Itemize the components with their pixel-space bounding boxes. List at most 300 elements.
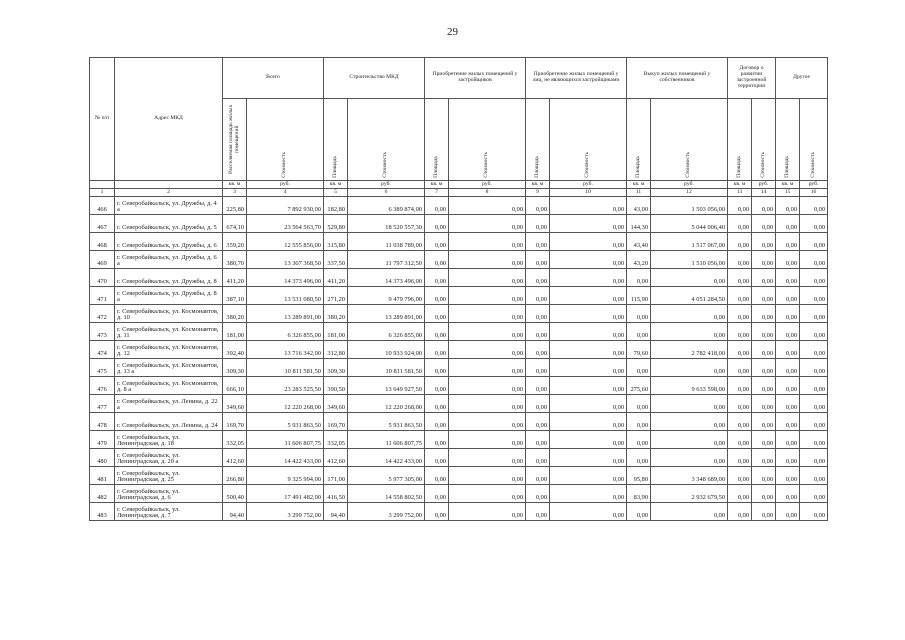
value-cell: 0,00 (449, 503, 526, 521)
address-cell: г. Северобайкальск, ул. Дружбы, д. 6 а (115, 251, 223, 269)
value-cell: 144,30 (627, 215, 651, 233)
value-cell: 0,00 (800, 377, 828, 395)
value-cell: 0,00 (752, 377, 776, 395)
subcolumn-header (627, 99, 651, 181)
value-cell: 0,00 (425, 215, 449, 233)
value-cell: 0,00 (550, 413, 627, 431)
value-cell: 6 326 855,00 (348, 323, 425, 341)
value-cell: 412,60 (223, 449, 247, 467)
address-cell: г. Северобайкальск, ул. Космонавтов, д. 10 (115, 305, 223, 323)
value-cell: 0,00 (651, 503, 728, 521)
value-cell: 0,00 (550, 269, 627, 287)
subcolumn-header (247, 99, 324, 181)
value-cell: 266,80 (223, 467, 247, 485)
value-cell: 0,00 (550, 215, 627, 233)
value-cell: 0,00 (425, 377, 449, 395)
value-cell: 0,00 (449, 485, 526, 503)
value-cell: 0,00 (776, 341, 800, 359)
value-cell: 337,50 (324, 251, 348, 269)
unit-cell: руб. (449, 181, 526, 189)
value-cell: 309,30 (324, 359, 348, 377)
unit-cell: кв. м (526, 181, 550, 189)
value-cell: 0,00 (550, 287, 627, 305)
value-cell: 0,00 (800, 413, 828, 431)
unit-cell: руб. (651, 181, 728, 189)
value-cell: 0,00 (728, 251, 752, 269)
subcolumn-header (651, 99, 728, 181)
value-cell: 95,80 (627, 467, 651, 485)
value-cell: 0,00 (728, 377, 752, 395)
row-number-cell: 477 (90, 395, 115, 413)
value-cell: 0,00 (776, 269, 800, 287)
value-cell: 6 389 874,00 (348, 197, 425, 215)
value-cell: 312,80 (324, 341, 348, 359)
table-row (90, 503, 828, 521)
unit-cell: кв. м (627, 181, 651, 189)
value-cell: 5 931 863,50 (247, 413, 324, 431)
value-cell: 0,00 (526, 395, 550, 413)
value-cell: 0,00 (728, 413, 752, 431)
value-cell: 0,00 (425, 305, 449, 323)
table-row (90, 359, 828, 377)
value-cell: 0,00 (526, 485, 550, 503)
column-index-cell: 5 (324, 189, 348, 197)
subcolumn-label: Площадь (331, 155, 338, 178)
value-cell: 0,00 (800, 485, 828, 503)
value-cell: 9 479 796,00 (348, 287, 425, 305)
value-cell: 115,90 (627, 287, 651, 305)
value-cell: 0,00 (728, 431, 752, 449)
value-cell: 0,00 (526, 341, 550, 359)
value-cell: 0,00 (728, 197, 752, 215)
column-index-cell: 2 (115, 189, 223, 197)
value-cell: 0,00 (752, 431, 776, 449)
table-row (90, 485, 828, 503)
value-cell: 500,40 (223, 485, 247, 503)
unit-cell: кв. м (728, 181, 752, 189)
value-cell: 0,00 (651, 449, 728, 467)
value-cell: 0,00 (800, 449, 828, 467)
value-cell: 271,20 (324, 287, 348, 305)
value-cell: 0,00 (449, 359, 526, 377)
table-row (90, 377, 828, 395)
value-cell: 0,00 (800, 287, 828, 305)
value-cell: 0,00 (550, 359, 627, 377)
value-cell: 0,00 (752, 485, 776, 503)
value-cell: 14 373 496,00 (247, 269, 324, 287)
value-cell: 411,20 (223, 269, 247, 287)
value-cell: 0,00 (425, 431, 449, 449)
subcolumn-label: Стоимость (483, 151, 490, 178)
value-cell: 0,00 (550, 251, 627, 269)
row-number-cell: 478 (90, 413, 115, 431)
value-cell: 0,00 (776, 233, 800, 251)
subcolumn-label: Стоимость (281, 151, 288, 178)
value-cell: 12 220 268,00 (348, 395, 425, 413)
value-cell: 0,00 (627, 305, 651, 323)
subcolumn-label: Стоимость (382, 151, 389, 178)
subcolumn-label: Площадь (783, 155, 790, 178)
subcolumn-label: Расселяемая площадь жилых помещений (227, 104, 240, 174)
units-row (90, 181, 828, 189)
value-cell: 10 811 581,50 (348, 359, 425, 377)
value-cell: 0,00 (728, 485, 752, 503)
value-cell: 0,00 (728, 503, 752, 521)
column-index-cell: 4 (247, 189, 324, 197)
value-cell: 0,00 (728, 233, 752, 251)
value-cell: 332,05 (223, 431, 247, 449)
value-cell: 0,00 (449, 413, 526, 431)
value-cell: 529,80 (324, 215, 348, 233)
value-cell: 0,00 (627, 359, 651, 377)
value-cell: 0,00 (526, 251, 550, 269)
value-cell: 13 716 342,00 (247, 341, 324, 359)
value-cell: 7 892 930,00 (247, 197, 324, 215)
value-cell: 0,00 (425, 503, 449, 521)
units-cell-empty (115, 181, 223, 189)
value-cell: 0,00 (752, 197, 776, 215)
value-cell: 349,60 (324, 395, 348, 413)
column-index-cell: 1 (90, 189, 115, 197)
value-cell: 0,00 (550, 323, 627, 341)
value-cell: 11 606 807,75 (348, 431, 425, 449)
value-cell: 0,00 (752, 215, 776, 233)
value-cell: 0,00 (752, 251, 776, 269)
value-cell: 0,00 (651, 431, 728, 449)
value-cell: 1 503 056,00 (651, 197, 728, 215)
value-cell: 392,40 (223, 341, 247, 359)
value-cell: 0,00 (752, 287, 776, 305)
page-number: 29 (447, 26, 458, 38)
table-row (90, 467, 828, 485)
row-number-cell: 483 (90, 503, 115, 521)
value-cell: 79,60 (627, 341, 651, 359)
value-cell: 11 038 789,00 (348, 233, 425, 251)
value-cell: 275,60 (627, 377, 651, 395)
value-cell: 0,00 (776, 215, 800, 233)
value-cell: 0,00 (800, 395, 828, 413)
value-cell: 0,00 (550, 341, 627, 359)
value-cell: 13 289 891,00 (247, 305, 324, 323)
address-header: Адрес МКД (115, 58, 223, 181)
value-cell: 0,00 (449, 197, 526, 215)
value-cell: 14 373 496,00 (348, 269, 425, 287)
resettlement-table (89, 57, 828, 521)
value-cell: 0,00 (752, 503, 776, 521)
address-cell: г. Северобайкальск, ул. Космонавтов, д. 8 а (115, 377, 223, 395)
table-row (90, 305, 828, 323)
value-cell: 412,60 (324, 449, 348, 467)
column-index-cell: 13 (728, 189, 752, 197)
value-cell: 0,00 (776, 449, 800, 467)
value-cell: 0,00 (627, 323, 651, 341)
value-cell: 17 491 482,00 (247, 485, 324, 503)
value-cell: 0,00 (526, 503, 550, 521)
value-cell: 0,00 (627, 269, 651, 287)
table-row (90, 323, 828, 341)
row-number-cell: 482 (90, 485, 115, 503)
value-cell: 0,00 (776, 377, 800, 395)
column-index-cell: 15 (776, 189, 800, 197)
value-cell: 0,00 (651, 359, 728, 377)
value-cell: 0,00 (776, 197, 800, 215)
group-header-other-purchase: Приобретение жилых помещений у лиц, не являющихся застройщиками (526, 58, 627, 99)
row-number-header: № п/п (90, 58, 115, 181)
value-cell: 0,00 (550, 449, 627, 467)
table-row (90, 413, 828, 431)
row-number-cell: 472 (90, 305, 115, 323)
value-cell: 0,00 (752, 413, 776, 431)
value-cell: 332,05 (324, 431, 348, 449)
value-cell: 0,00 (728, 449, 752, 467)
table-row (90, 341, 828, 359)
group-header-other: Другое (776, 58, 828, 99)
subcolumn-header (449, 99, 526, 181)
value-cell: 0,00 (425, 269, 449, 287)
address-cell: г. Северобайкальск, ул. Ленинградская, д. 7 (115, 503, 223, 521)
address-cell: г. Северобайкальск, ул. Космонавтов, д. 12 (115, 341, 223, 359)
value-cell: 0,00 (752, 305, 776, 323)
value-cell: 0,00 (425, 233, 449, 251)
address-cell: г. Северобайкальск, ул. Космонавтов, д. 11 (115, 323, 223, 341)
column-index-cell: 9 (526, 189, 550, 197)
value-cell: 0,00 (800, 341, 828, 359)
value-cell: 43,00 (627, 197, 651, 215)
units-cell-empty (90, 181, 115, 189)
row-number-cell: 467 (90, 215, 115, 233)
value-cell: 411,20 (324, 269, 348, 287)
value-cell: 0,00 (752, 269, 776, 287)
group-header-construction: Строительство МКД (324, 58, 425, 99)
value-cell: 0,00 (425, 197, 449, 215)
value-cell: 390,50 (324, 377, 348, 395)
value-cell: 0,00 (526, 467, 550, 485)
value-cell: 0,00 (752, 359, 776, 377)
subcolumn-header (550, 99, 627, 181)
value-cell: 182,80 (324, 197, 348, 215)
value-cell: 9 325 994,00 (247, 467, 324, 485)
subcolumn-header (776, 99, 800, 181)
column-index-cell: 7 (425, 189, 449, 197)
value-cell: 0,00 (752, 449, 776, 467)
table-row (90, 431, 828, 449)
subcolumn-label: Стоимость (809, 151, 816, 178)
column-index-cell: 10 (550, 189, 627, 197)
value-cell: 0,00 (550, 377, 627, 395)
value-cell: 94,40 (223, 503, 247, 521)
value-cell: 0,00 (526, 413, 550, 431)
value-cell: 315,80 (324, 233, 348, 251)
address-cell: г. Северобайкальск, ул. Дружбы, д. 5 (115, 215, 223, 233)
value-cell: 0,00 (425, 467, 449, 485)
group-header-buyout: Выкуп жилых помещений у собственников (627, 58, 728, 99)
subcolumn-label: Стоимость (584, 151, 591, 178)
value-cell: 0,00 (425, 323, 449, 341)
unit-cell: кв. м (425, 181, 449, 189)
group-header-developer-purchase: Приобретение жилых помещений у застройщиков (425, 58, 526, 99)
value-cell: 0,00 (752, 467, 776, 485)
value-cell: 0,00 (776, 413, 800, 431)
group-header-development-contract: Договор о развитии застроенной территории (728, 58, 776, 99)
table-row (90, 251, 828, 269)
value-cell: 0,00 (728, 305, 752, 323)
subcolumn-header (223, 99, 247, 181)
value-cell: 3 348 689,00 (651, 467, 728, 485)
value-cell: 380,20 (223, 305, 247, 323)
value-cell: 0,00 (550, 197, 627, 215)
value-cell: 349,60 (223, 395, 247, 413)
value-cell: 13 531 080,50 (247, 287, 324, 305)
address-cell: г. Северобайкальск, ул. Дружбы, д. 8 а (115, 287, 223, 305)
column-index-cell: 6 (348, 189, 425, 197)
address-cell: г. Северобайкальск, ул. Космонавтов, д. 13 а (115, 359, 223, 377)
value-cell: 0,00 (800, 305, 828, 323)
value-cell: 0,00 (627, 395, 651, 413)
value-cell: 0,00 (627, 431, 651, 449)
value-cell: 0,00 (728, 395, 752, 413)
value-cell: 0,00 (550, 305, 627, 323)
value-cell: 169,70 (324, 413, 348, 431)
value-cell: 0,00 (776, 467, 800, 485)
value-cell: 23 564 563,70 (247, 215, 324, 233)
unit-cell: кв. м (324, 181, 348, 189)
value-cell: 4 051 284,50 (651, 287, 728, 305)
value-cell: 0,00 (800, 233, 828, 251)
address-cell: г. Северобайкальск, ул. Ленинградская, д. 20 а (115, 449, 223, 467)
value-cell: 0,00 (425, 395, 449, 413)
value-cell: 169,70 (223, 413, 247, 431)
value-cell: 0,00 (425, 251, 449, 269)
value-cell: 5 044 006,40 (651, 215, 728, 233)
value-cell: 0,00 (776, 359, 800, 377)
value-cell: 0,00 (800, 269, 828, 287)
value-cell: 0,00 (526, 269, 550, 287)
row-number-cell: 474 (90, 341, 115, 359)
value-cell: 94,40 (324, 503, 348, 521)
value-cell: 0,00 (752, 233, 776, 251)
address-cell: г. Северобайкальск, ул. Ленина, д. 24 (115, 413, 223, 431)
value-cell: 0,00 (728, 323, 752, 341)
subcolumn-label: Площадь (735, 155, 742, 178)
table-row (90, 287, 828, 305)
value-cell: 0,00 (800, 503, 828, 521)
value-cell: 0,00 (449, 215, 526, 233)
value-cell: 0,00 (776, 287, 800, 305)
unit-cell: кв. м (776, 181, 800, 189)
row-number-cell: 480 (90, 449, 115, 467)
column-index-cell: 8 (449, 189, 526, 197)
subcolumn-header (425, 99, 449, 181)
value-cell: 0,00 (550, 485, 627, 503)
value-cell: 0,00 (752, 323, 776, 341)
column-index-cell: 3 (223, 189, 247, 197)
subcolumn-label: Площадь (533, 155, 540, 178)
address-cell: г. Северобайкальск, ул. Ленинградская, д. 18 (115, 431, 223, 449)
unit-cell: кв. м (223, 181, 247, 189)
value-cell: 0,00 (449, 269, 526, 287)
row-number-cell: 476 (90, 377, 115, 395)
value-cell: 171,00 (324, 467, 348, 485)
value-cell: 10 933 924,00 (348, 341, 425, 359)
value-cell: 0,00 (800, 197, 828, 215)
value-cell: 3 299 752,00 (247, 503, 324, 521)
value-cell: 0,00 (449, 395, 526, 413)
address-cell: г. Северобайкальск, ул. Дружбы, д. 8 (115, 269, 223, 287)
value-cell: 0,00 (776, 485, 800, 503)
subcolumn-header (526, 99, 550, 181)
value-cell: 0,00 (752, 341, 776, 359)
value-cell: 416,50 (324, 485, 348, 503)
table-row (90, 395, 828, 413)
value-cell: 181,00 (324, 323, 348, 341)
value-cell: 0,00 (776, 395, 800, 413)
value-cell: 0,00 (776, 305, 800, 323)
row-number-cell: 473 (90, 323, 115, 341)
column-index-cell: 14 (752, 189, 776, 197)
value-cell: 0,00 (550, 503, 627, 521)
value-cell: 14 422 433,00 (247, 449, 324, 467)
value-cell: 0,00 (425, 413, 449, 431)
row-number-cell: 469 (90, 251, 115, 269)
value-cell: 43,40 (627, 233, 651, 251)
value-cell: 0,00 (449, 305, 526, 323)
value-cell: 674,10 (223, 215, 247, 233)
address-cell: г. Северобайкальск, ул. Ленинградская, д. 25 (115, 467, 223, 485)
value-cell: 0,00 (425, 485, 449, 503)
value-cell: 0,00 (728, 287, 752, 305)
value-cell: 387,10 (223, 287, 247, 305)
value-cell: 0,00 (651, 305, 728, 323)
subcolumn-label: Площадь (432, 155, 439, 178)
value-cell: 0,00 (526, 305, 550, 323)
value-cell: 0,00 (651, 323, 728, 341)
value-cell: 0,00 (800, 359, 828, 377)
value-cell: 0,00 (776, 431, 800, 449)
value-cell: 5 931 863,50 (348, 413, 425, 431)
value-cell: 0,00 (449, 287, 526, 305)
value-cell: 5 977 305,00 (348, 467, 425, 485)
unit-cell: руб. (752, 181, 776, 189)
value-cell: 13 289 891,00 (348, 305, 425, 323)
value-cell: 225,80 (223, 197, 247, 215)
value-cell: 0,00 (449, 449, 526, 467)
row-number-cell: 466 (90, 197, 115, 215)
value-cell: 23 283 525,50 (247, 377, 324, 395)
value-cell: 0,00 (449, 431, 526, 449)
subcolumn-label: Площадь (634, 155, 641, 178)
value-cell: 11 797 312,50 (348, 251, 425, 269)
value-cell: 9 633 598,00 (651, 377, 728, 395)
value-cell: 13 307 368,50 (247, 251, 324, 269)
value-cell: 0,00 (800, 251, 828, 269)
unit-cell: руб. (550, 181, 627, 189)
value-cell: 380,20 (324, 305, 348, 323)
value-cell: 1 517 067,00 (651, 233, 728, 251)
column-index-cell: 12 (651, 189, 728, 197)
subcolumn-header (752, 99, 776, 181)
value-cell: 0,00 (776, 323, 800, 341)
value-cell: 0,00 (449, 251, 526, 269)
value-cell: 10 811 581,50 (247, 359, 324, 377)
value-cell: 0,00 (425, 449, 449, 467)
value-cell: 0,00 (550, 467, 627, 485)
row-number-cell: 481 (90, 467, 115, 485)
value-cell: 2 932 679,50 (651, 485, 728, 503)
value-cell: 0,00 (526, 377, 550, 395)
subcolumn-header (324, 99, 348, 181)
value-cell: 0,00 (449, 233, 526, 251)
value-cell: 83,90 (627, 485, 651, 503)
